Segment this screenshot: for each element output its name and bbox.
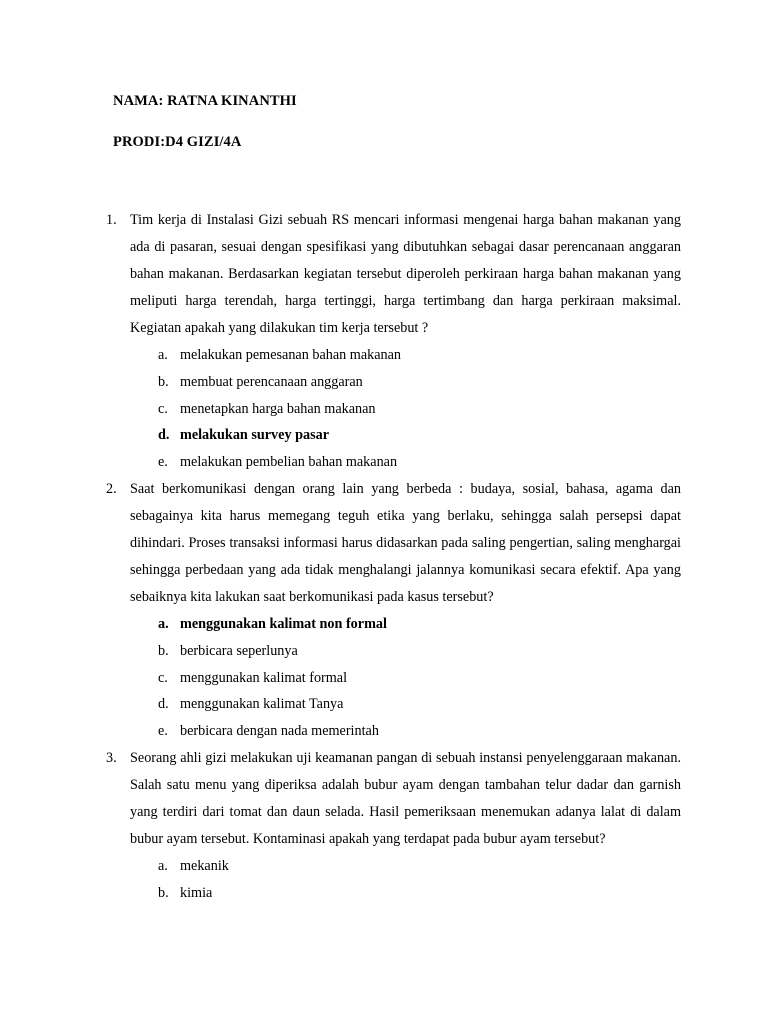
option-item: [130, 880, 681, 907]
question-number: 2.: [106, 480, 117, 497]
option-letter: e.: [158, 454, 168, 471]
student-prodi: PRODI:D4 GIZI/4A: [113, 134, 242, 150]
option-text: membuat perencanaan anggaran: [180, 373, 363, 390]
option-letter: a.: [158, 857, 168, 874]
question-text: Seorang ahli gizi melakukan uji keamanan pangan di sebuah instansi penyelenggaraan makanan. Salah satu menu yang diperiksa adalah bubur ayam dengan tambahan telur dadar dan garnish yang terdiri dari tomat dan daun selada. Hasil pemeriksaan menemukan adanya lalat di dalam bubur ayam tersebut. Kontaminasi apakah yang terdapat pada bubur ayam tersebut?: [130, 749, 681, 847]
question-text: Tim kerja di Instalasi Gizi sebuah RS mencari informasi mengenai harga bahan makanan yang ada di pasaran, sesuai dengan spesifikasi yang dibutuhkan sebagai dasar perencanaan anggaran bahan makanan. Berdasarkan kegiatan tersebut diperoleh perkiraan harga bahan makanan yang meliputi harga terendah, harga tertinggi, harga tertimbang dan harga perkiraan maksimal. Kegiatan apakah yang dilakukan tim kerja tersebut ?: [130, 212, 681, 336]
question-number: 3.: [106, 749, 117, 766]
question-3: [106, 745, 681, 907]
student-name: NAMA: RATNA KINANTHI: [113, 93, 297, 109]
option-text: menggunakan kalimat formal: [180, 669, 348, 686]
question-number: 1.: [106, 212, 117, 228]
option-letter: b.: [158, 642, 169, 659]
option-letter: b.: [158, 373, 169, 390]
option-letter: a.: [158, 615, 169, 632]
option-item: [130, 449, 681, 476]
option-item: [130, 718, 681, 745]
option-item: [130, 396, 681, 423]
option-item-selected: [130, 422, 681, 449]
option-text: mekanik: [180, 857, 229, 874]
option-letter: c.: [158, 669, 168, 686]
question-1: [106, 207, 681, 476]
option-letter: b.: [158, 884, 169, 901]
option-letter: e.: [158, 723, 168, 740]
option-letter: d.: [158, 696, 169, 713]
question-text: Saat berkomunikasi dengan orang lain yang berbeda : budaya, sosial, bahasa, agama dan sebagainya kita harus memegang teguh etika yang berlaku, sehingga salah persepsi dapat dihindari. Proses transaksi informasi harus didasarkan pada saling pengertian, saling menghargai sehingga perbedaan yang ada tidak menghalangi jalannya komunikasi secara efektif. Apa yang sebaiknya kita lakukan saat berkomunikasi pada kasus tersebut?: [130, 480, 681, 605]
option-item: [130, 342, 681, 369]
option-item: [130, 369, 681, 396]
option-list: [130, 611, 681, 745]
option-list: [130, 342, 681, 476]
option-item: [130, 665, 681, 692]
option-list: [130, 853, 681, 907]
option-text: melakukan survey pasar: [180, 427, 329, 444]
option-text: melakukan pemesanan bahan makanan: [180, 347, 401, 363]
option-item: [130, 638, 681, 665]
question-list: [106, 207, 681, 907]
option-text: kimia: [180, 884, 213, 901]
option-text: menetapkan harga bahan makanan: [180, 400, 376, 417]
option-letter: a.: [158, 347, 168, 363]
option-text: menggunakan kalimat Tanya: [180, 696, 344, 713]
option-text: melakukan pembelian bahan makanan: [180, 454, 398, 471]
option-letter: d.: [158, 427, 170, 444]
option-text: berbicara dengan nada memerintah: [180, 723, 379, 740]
option-item-selected: [130, 611, 681, 638]
option-text: menggunakan kalimat non formal: [180, 615, 387, 632]
option-letter: c.: [158, 400, 168, 417]
question-2: [106, 476, 681, 745]
option-item: [130, 853, 681, 880]
option-item: [130, 691, 681, 718]
option-text: berbicara seperlunya: [180, 642, 298, 659]
